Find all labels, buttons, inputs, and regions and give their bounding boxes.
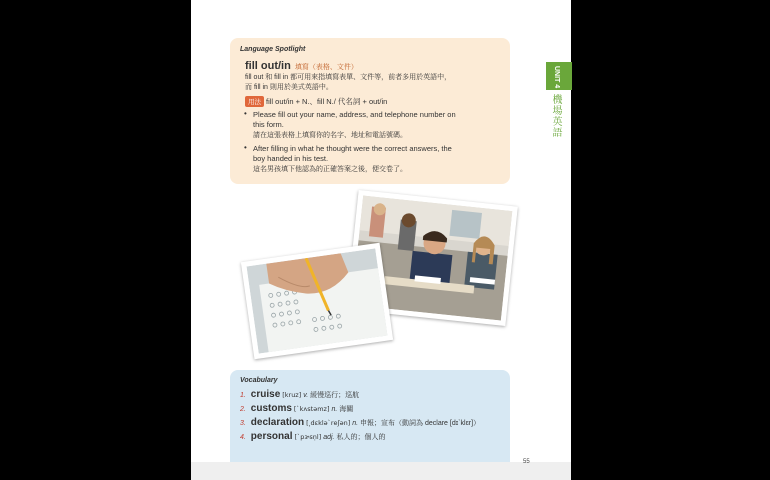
spotlight-title: Language Spotlight <box>240 46 306 53</box>
vocab-ipa: [͵dɛkləˋreʃən] <box>306 419 351 427</box>
vocab-definition: 私人的；個人的 <box>336 434 386 441</box>
vocab-definition: 海關 <box>339 406 354 413</box>
vocab-item <box>240 389 359 400</box>
vocab-item <box>240 431 385 442</box>
vocab-definition: 申報；宣布（動詞為 declare [dɪˋklɛr]） <box>360 420 481 427</box>
answer-sheet-photo <box>241 243 393 360</box>
vocab-number: 4. <box>240 434 246 441</box>
unit-tab <box>546 62 572 90</box>
vocab-number: 2. <box>240 406 246 413</box>
vocab-ipa: [ˋpɝsn̩l] <box>294 433 322 441</box>
usage-tag: 用法 <box>245 96 264 107</box>
spotlight-note-line1: fill out 和 fill in 都可用來指填寫表單、文件等，前者多用於英語中， <box>245 74 452 81</box>
vocab-number: 3. <box>240 420 246 427</box>
unit-tab-chinese: 機場英語 <box>550 94 561 138</box>
vocab-number: 1. <box>240 392 246 399</box>
example-2-en-line1: After filling in what he thought were the correct answers, the <box>253 144 452 153</box>
page-number: 55 <box>523 459 530 465</box>
bullet-dot: • <box>244 109 247 118</box>
spotlight-note-line2: 而 fill in 則用於美式英語中。 <box>245 84 333 91</box>
answer-sheet-illustration <box>247 248 388 353</box>
vocab-word: personal <box>250 431 293 442</box>
usage-pattern: fill out/in + N.、fill N./ 代名詞 + out/in <box>266 97 388 106</box>
unit-tab-label: UNIT 4 <box>553 66 560 89</box>
vocab-word: customs <box>250 403 292 414</box>
vocab-ipa: [kruz] <box>282 391 302 399</box>
vocab-word: cruise <box>250 389 281 400</box>
example-1-en-line2: this form. <box>253 120 284 129</box>
vocab-pos: adj. <box>323 434 335 441</box>
vocabulary-title: Vocabulary <box>240 377 278 384</box>
example-1-en-line1: Please fill out your name, address, and telephone number on <box>253 110 456 119</box>
vocab-ipa: [ˋkʌstəmz] <box>293 405 330 413</box>
page-edge <box>191 462 571 480</box>
vocab-item <box>240 403 353 414</box>
spotlight-phrase: fill out/in <box>245 60 291 72</box>
bullet-dot: • <box>244 143 247 152</box>
example-1-zh: 請在這張表格上填寫你的名字、地址和電話號碼。 <box>253 132 407 139</box>
spotlight-phrase-zh: 填寫（表格、文件） <box>294 64 358 71</box>
vocab-pos: n. <box>352 420 359 427</box>
vocab-pos: n. <box>331 406 338 413</box>
vocab-word: declaration <box>250 417 305 428</box>
example-2-zh: 這名男孩填下他認為的正確答案之後，便交卷了。 <box>253 166 407 173</box>
spotlight-heading <box>245 60 358 72</box>
vocab-pos: v. <box>303 392 309 399</box>
example-2-en-line2: boy handed in his test. <box>253 154 329 163</box>
vocab-definition: 緩慢巡行；巡航 <box>310 392 360 399</box>
vocab-item <box>240 417 480 428</box>
